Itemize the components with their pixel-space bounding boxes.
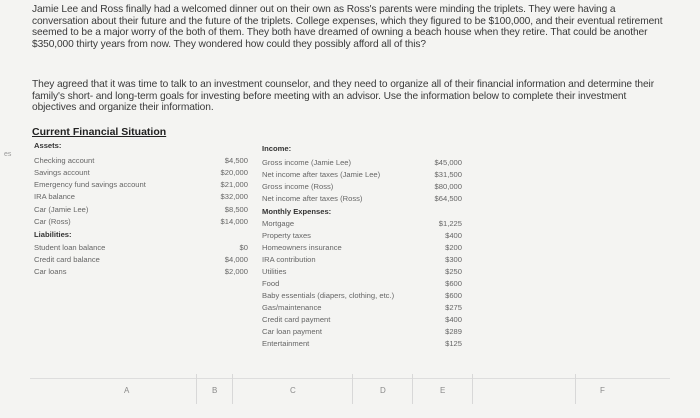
asset-value: $21,000: [220, 180, 248, 189]
income-label: Gross income (Ross): [262, 182, 334, 191]
asset-value: $20,000: [220, 168, 248, 177]
income-value: $31,500: [434, 170, 462, 179]
asset-label: Car (Jamie Lee): [34, 205, 89, 214]
column-divider: [352, 374, 353, 404]
expense-label: IRA contribution: [262, 255, 316, 264]
income-header: Income:: [262, 144, 292, 153]
column-letter-c[interactable]: C: [290, 386, 296, 395]
expense-value: $1,225: [438, 219, 462, 228]
asset-value: $8,500: [224, 205, 248, 214]
income-value: $64,500: [434, 194, 462, 203]
column-divider: [575, 374, 576, 404]
expense-label: Baby essentials (diapers, clothing, etc.): [262, 291, 395, 300]
expense-label: Gas/maintenance: [262, 303, 322, 312]
expense-label: Property taxes: [262, 231, 311, 240]
income-value: $80,000: [434, 182, 462, 191]
expense-value: $275: [445, 303, 462, 312]
expense-label: Utilities: [262, 267, 287, 276]
column-divider: [412, 374, 413, 404]
expense-value: $600: [445, 279, 462, 288]
liability-value: $2,000: [224, 267, 248, 276]
expense-label: Mortgage: [262, 219, 295, 228]
liability-value: $4,000: [224, 255, 248, 264]
column-divider: [472, 374, 473, 404]
expense-value: $400: [445, 231, 462, 240]
column-letter-b[interactable]: B: [212, 386, 218, 395]
column-letter-a[interactable]: A: [124, 386, 130, 395]
expenses-header: Monthly Expenses:: [262, 207, 332, 216]
side-mark: es: [4, 151, 12, 158]
liability-label: Credit card balance: [34, 255, 100, 264]
asset-value: $14,000: [220, 217, 248, 226]
expense-value: $300: [445, 255, 462, 264]
expense-label: Credit card payment: [262, 315, 331, 324]
expense-label: Food: [262, 279, 280, 288]
column-divider: [232, 374, 233, 404]
asset-value: $32,000: [220, 192, 248, 201]
asset-label: IRA balance: [34, 192, 75, 201]
income-label: Net income after taxes (Ross): [262, 194, 363, 203]
asset-label: Emergency fund savings account: [34, 180, 146, 189]
expense-label: Homeowners insurance: [262, 243, 342, 252]
expense-value: $600: [445, 291, 462, 300]
assets-header: Assets:: [34, 141, 62, 150]
instructions-paragraph: They agreed that it was time to talk to an investment counselor, and they need to organize all of their financial information and determine their family's short- and long-term goals for investing before meeting with an advisor. Use the information below to complete their investment objectives and organize their information.: [32, 79, 655, 114]
asset-label: Savings account: [34, 168, 90, 177]
expense-value: $125: [445, 339, 462, 348]
asset-label: Checking account: [34, 156, 95, 165]
asset-label: Car (Ross): [34, 217, 71, 226]
column-letter-f[interactable]: F: [600, 386, 605, 395]
column-divider: [196, 374, 197, 404]
asset-value: $4,500: [224, 156, 248, 165]
expense-value: $200: [445, 243, 462, 252]
income-label: Net income after taxes (Jamie Lee): [262, 170, 381, 179]
intro-paragraph: Jamie Lee and Ross finally had a welcomed dinner out on their own as Ross's parents were minding the triplets. They were having a conversation about their future and the future of the triplets. College expenses, which they figured to be $100,000, and their eventual retirement seemed to be a major worry of the both of them. They both have dreamed of owning a beach house when they retire. That could be another $350,000 thirty years from now. They wondered how could they possibly afford all of this?: [32, 4, 663, 50]
liability-label: Car loans: [34, 267, 67, 276]
liabilities-header: Liabilities:: [34, 230, 72, 239]
expense-value: $289: [445, 327, 462, 336]
income-label: Gross income (Jamie Lee): [262, 158, 352, 167]
section-title: Current Financial Situation: [32, 126, 167, 138]
income-value: $45,000: [434, 158, 462, 167]
expense-label: Car loan payment: [262, 327, 322, 336]
expense-value: $250: [445, 267, 462, 276]
expense-label: Entertainment: [262, 339, 310, 348]
liability-value: $0: [239, 243, 248, 252]
column-letter-d[interactable]: D: [380, 386, 386, 395]
column-letter-e[interactable]: E: [440, 386, 446, 395]
liability-label: Student loan balance: [34, 243, 106, 252]
expense-value: $400: [445, 315, 462, 324]
